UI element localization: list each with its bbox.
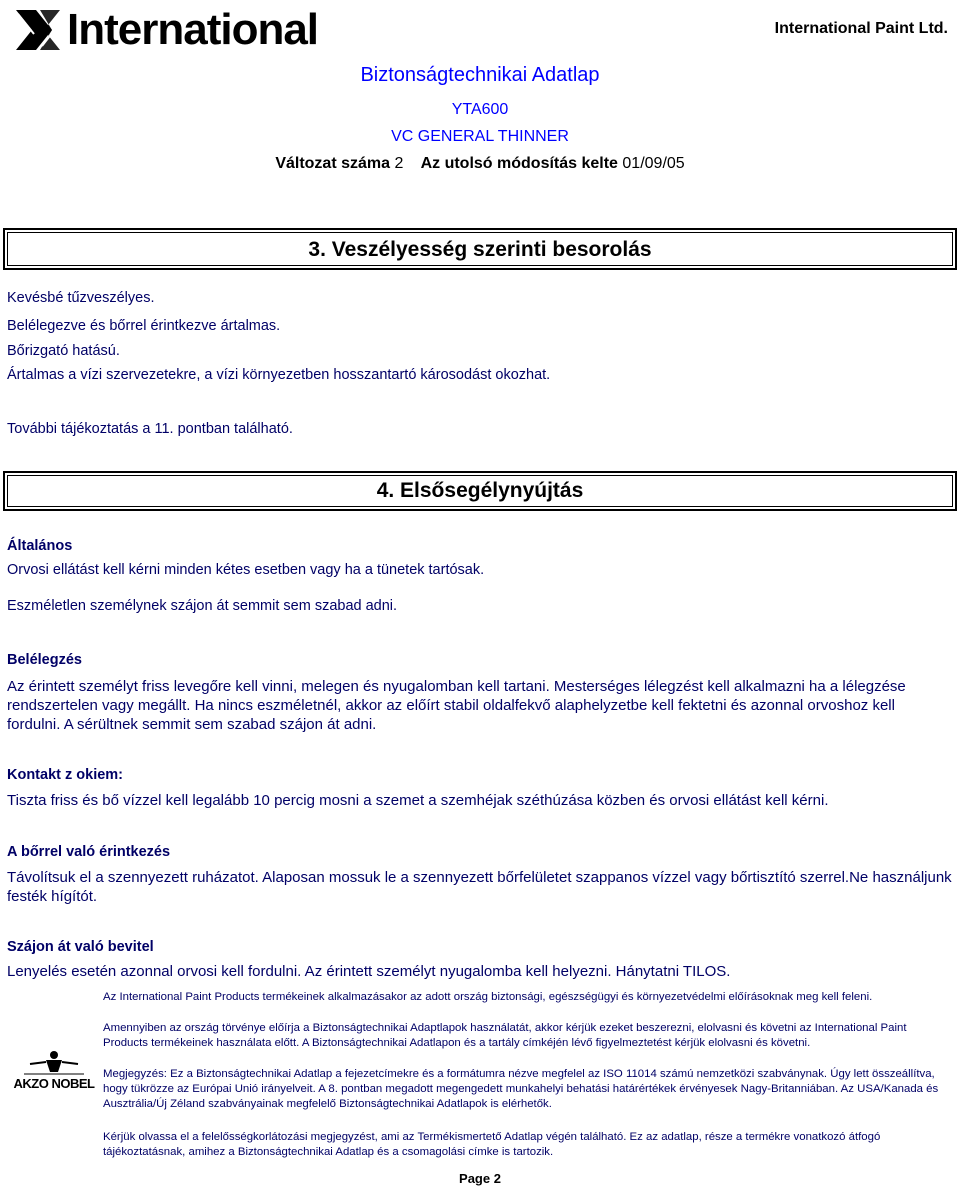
section-4-header	[3, 471, 957, 511]
inhalation-text: Az érintett személyt friss levegőre kell vinni, melegen és nyugalomban kell tartani. Mesterséges lélegzést kell alkalmazni ha a lélegzése rendszertelen vagy megállt. Ha nincs eszméletnél, akkor az előírt stabil oldalfekvő alaphelyzetbe kell fektetni és azonnal orvoshoz kell fordulni. A sérültnek semmit sem szabad szájon át adni.	[7, 678, 906, 733]
akzo-nobel-figure-icon	[10, 1050, 98, 1076]
akzo-nobel-text: AKZO NOBEL	[13, 1076, 95, 1091]
logo-text: International	[67, 5, 319, 54]
general-heading: Általános	[7, 538, 73, 554]
company-name: International Paint Ltd.	[774, 20, 948, 37]
version-label: Változat száma	[275, 155, 391, 172]
footer-paragraph-2: Amennyiben az ország törvénye előírja a Biztonságtechnikai Adaptlapok használatát, akkor kérjük ezeket beszerezni, elolvasni és követni az International Paint Products termékeinek használata előtt. A Biztonságtechnikai Adatlapon és a tartály címkéjén lévő figyelmeztetést kérjük elolvasni és követni.	[103, 1022, 907, 1049]
akzo-nobel-logo	[10, 1050, 98, 1095]
general-text-1: Orvosi ellátást kell kérni minden kétes esetben vagy ha a tünetek tartósak.	[7, 562, 485, 578]
footer-paragraph-1: Az International Paint Products termékeinek alkalmazásakor az adott ország biztonsági, egészségügyi és környezetvédelmi előírásoknak meg kell feleni.	[103, 991, 873, 1003]
product-code: YTA600	[451, 101, 509, 118]
section-3-title: 3. Veszélyesség szerinti besorolás	[308, 238, 652, 261]
revision-label: Az utolsó módosítás kelte	[420, 155, 618, 172]
ingestion-heading: Szájon át való bevitel	[7, 939, 154, 955]
skin-contact-text: Távolítsuk el a szennyezett ruházatot. Alaposan mossuk le a szennyezett bőrfelületet szappanos vízzel vagy bőrtisztító szerrel.Ne használjunk festék hígítót.	[7, 869, 952, 905]
page-number: Page 2	[459, 1171, 501, 1186]
hazard-line-1: Kevésbé tűzveszélyes.	[7, 290, 155, 306]
international-logo-icon	[12, 6, 64, 54]
document-title: Biztonságtechnikai Adatlap	[360, 64, 600, 86]
more-info-text: További tájékoztatás a 11. pontban található.	[7, 421, 293, 437]
hazard-line-3: Bőrizgató hatású.	[7, 343, 120, 359]
section-3-header	[3, 228, 957, 270]
hazard-line-2: Belélegezve és bőrrel érintkezve ártalmas.	[7, 318, 281, 334]
product-name: VC GENERAL THINNER	[391, 128, 569, 145]
international-logo	[12, 4, 347, 56]
footer-paragraph-3: Megjegyzés: Ez a Biztonságtechnikai Adatlap a fejezetcímekre és a formátumra nézve megfelel az ISO 11014 számú nemzetközi szabványnak. Úgy lett összeállítva, hogy tükrözze az Európai Unió irányelveit. A 8. pontban megadott megengedett munkahelyi behatási határértékek érvényesek Nagy-Britanniában. Az USA/Kanada és Ausztrália/Új Zéland szabványainak megfelelő Biztonságtechnikai Adatlapok is elérhetők.	[103, 1068, 939, 1110]
ingestion-text: Lenyelés esetén azonnal orvosi kell fordulni. Az érintett személyt nyugalomba kell helyezni. Hánytatni TILOS.	[7, 963, 731, 980]
version-number: 2	[394, 155, 404, 172]
section-4-title: 4. Elsősegélynyújtás	[376, 479, 584, 502]
footer-paragraph-4: Kérjük olvassa el a felelősségkorlátozási megjegyzést, ami az Termékismertető Adatlap végén található. Ez az adatlap, része a termékre vonatkozó átfogó tájékoztatásnak, amihez a Biztonságtechnikai Adatlap és a csomagolási címke is tartozik.	[103, 1131, 881, 1158]
revision-date: 01/09/05	[622, 155, 685, 172]
general-text-2: Eszméletlen személynek szájon át semmit sem szabad adni.	[7, 598, 398, 614]
skin-contact-heading: A bőrrel való érintkezés	[7, 844, 171, 860]
eye-contact-text: Tiszta friss és bő vízzel kell legalább 10 percig mosni a szemet a szemhéjak széthúzása közben és orvosi ellátást kell kérni.	[7, 792, 829, 809]
inhalation-heading: Belélegzés	[7, 652, 82, 668]
version-line	[0, 155, 960, 173]
hazard-line-4: Ártalmas a vízi szervezetekre, a vízi környezetben hosszantartó károsodást okozhat.	[7, 367, 551, 383]
eye-contact-heading: Kontakt z okiem:	[7, 767, 124, 783]
